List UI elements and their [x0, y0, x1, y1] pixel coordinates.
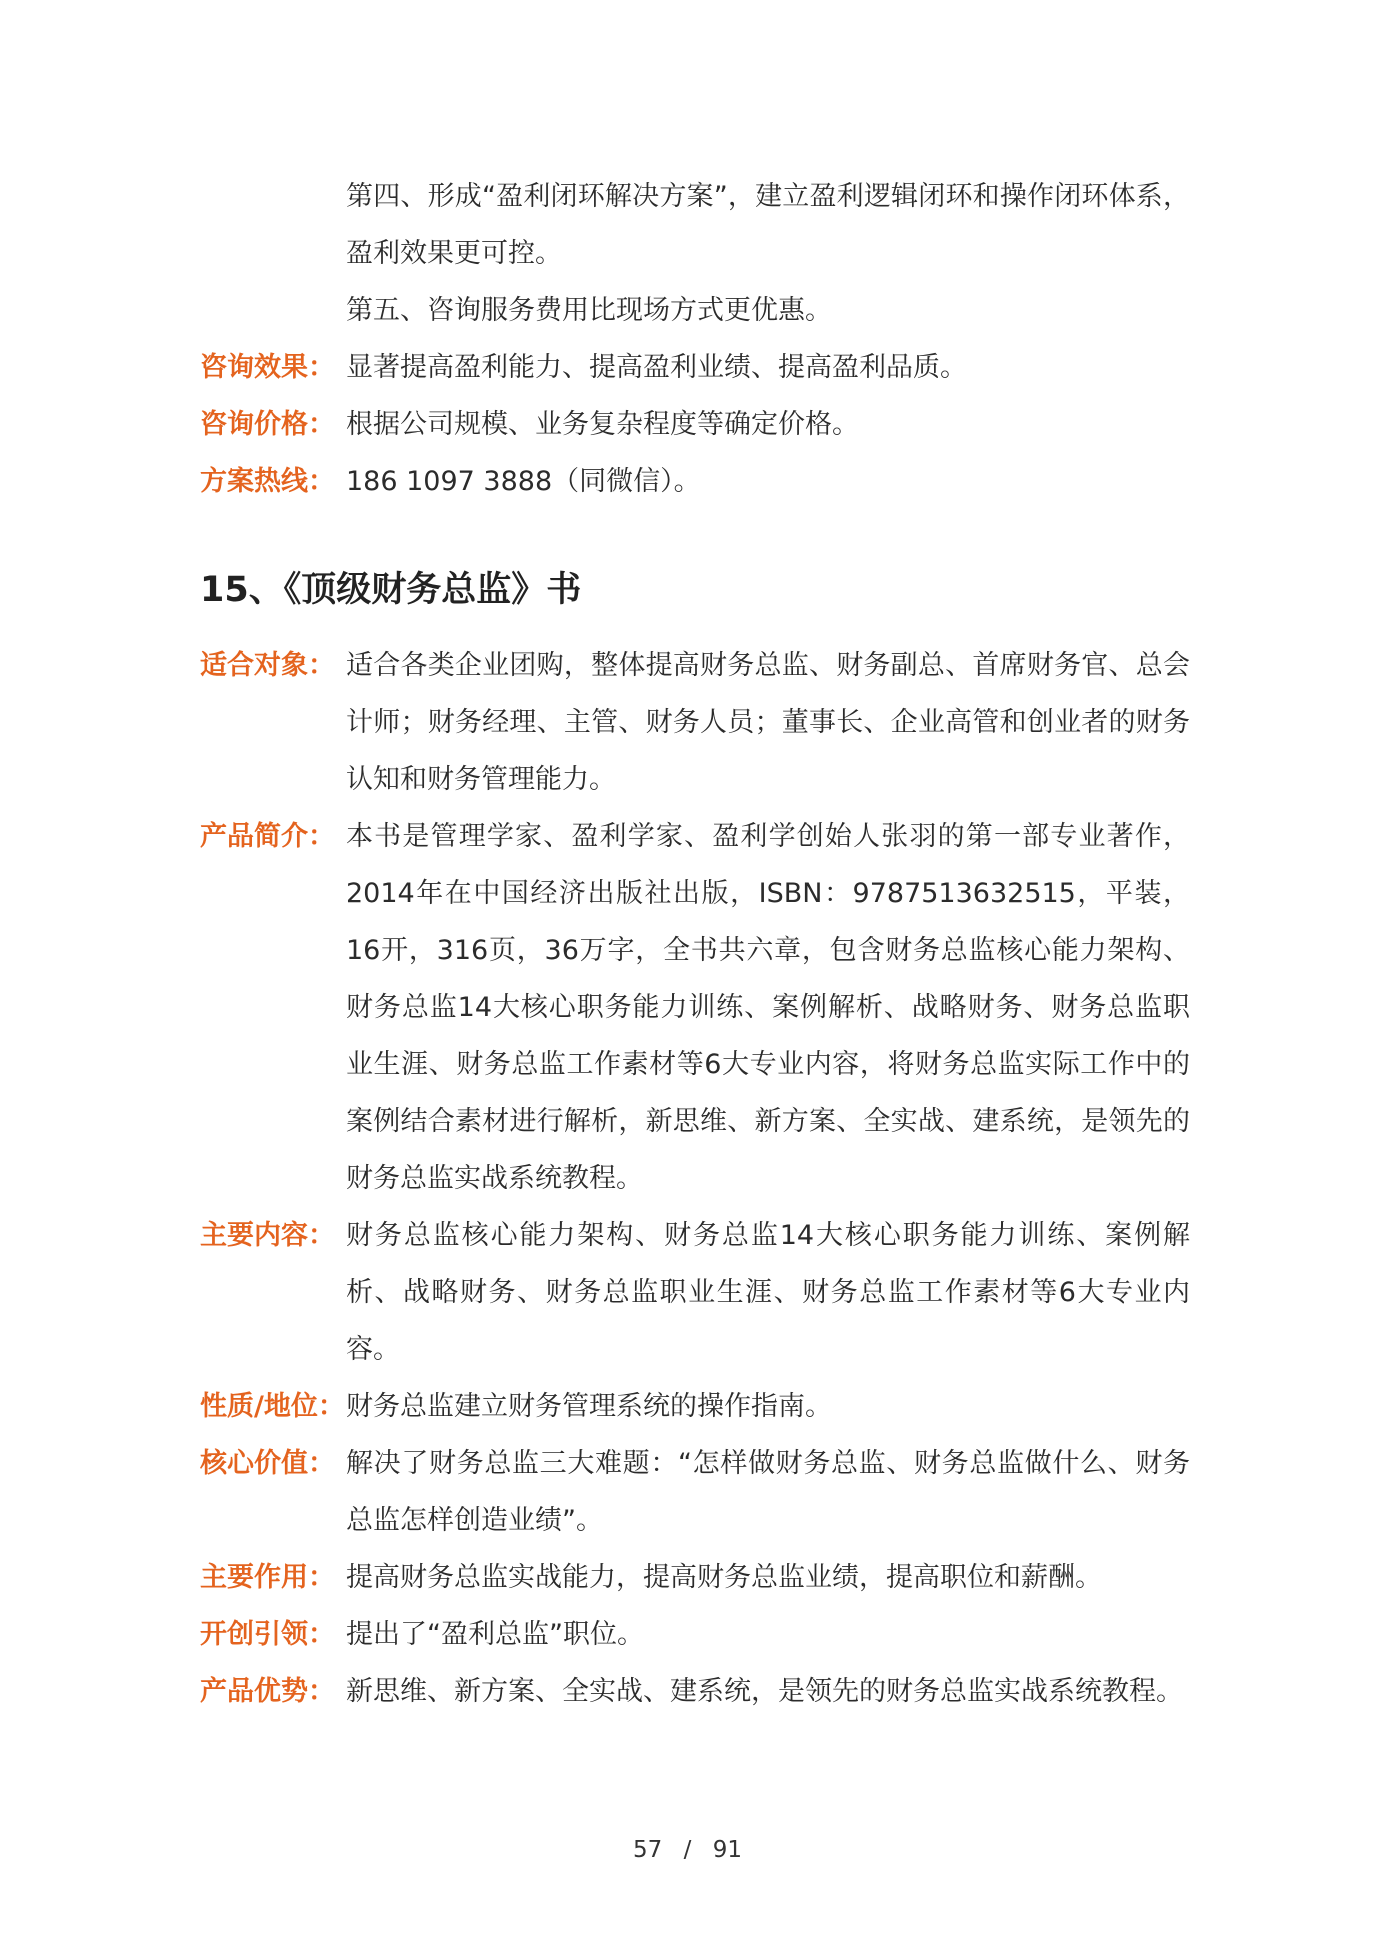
page-total: 91 — [712, 1837, 742, 1863]
page-current: 57 — [633, 1837, 663, 1863]
intro-paragraph-5: 第五、咨询服务费用比现场方式更优惠。 — [346, 295, 832, 326]
main-function-label: 主要作用： — [200, 1562, 335, 1593]
consulting-effect-row — [200, 339, 1190, 396]
hotline-text: 186 1097 3888（同微信）。 — [346, 466, 701, 497]
consulting-effect-text: 显著提高盈利能力、提高盈利业绩、提高盈利品质。 — [346, 352, 967, 383]
pioneering-row — [200, 1606, 1190, 1663]
target-audience-text: 适合各类企业团购，整体提高财务总监、财务副总、首席财务官、总会计师；财务经理、主管、财务人员；董事长、企业高管和创业者的财务认知和财务管理能力。 — [346, 650, 1190, 795]
main-content-label: 主要内容： — [200, 1220, 335, 1251]
product-advantage-text: 新思维、新方案、全实战、建系统，是领先的财务总监实战系统教程。 — [346, 1676, 1183, 1707]
core-value-row — [200, 1435, 1190, 1549]
core-value-label: 核心价值： — [200, 1448, 335, 1479]
pioneering-label: 开创引领： — [200, 1619, 335, 1650]
target-audience-label: 适合对象： — [200, 650, 335, 681]
hotline-row — [200, 453, 1190, 510]
nature-position-label: 性质/地位： — [200, 1391, 345, 1422]
consulting-effect-label: 咨询效果： — [200, 352, 335, 383]
consulting-price-label: 咨询价格： — [200, 409, 335, 440]
product-intro-row — [200, 808, 1190, 1207]
product-intro-label: 产品简介： — [200, 821, 335, 852]
page-number — [0, 1832, 1375, 1868]
core-value-text: 解决了财务总监三大难题：“怎样做财务总监、财务总监做什么、财务总监怎样创造业绩”。 — [346, 1448, 1190, 1536]
product-intro-text: 本书是管理学家、盈利学家、盈利学创始人张羽的第一部专业著作，2014年在中国经济出版社出版，ISBN：9787513632515，平装，16开，316页，36万字，全书共六章，包含财务总监核心能力架构、财务总监14大核心职务能力训练、案例解析、战略财务、财务总监职业生涯、财务总监工作素材等6大专业内容，将财务总监实际工作中的案例结合素材进行解析，新思维、新方案、全实战、建系统，是领先的财务总监实战系统教程。 — [346, 821, 1190, 1194]
nature-position-row — [200, 1378, 1190, 1435]
product-advantage-label: 产品优势： — [200, 1676, 335, 1707]
main-function-text: 提高财务总监实战能力，提高财务总监业绩，提高职位和薪酬。 — [346, 1562, 1102, 1593]
target-audience-row — [200, 637, 1190, 808]
hotline-label: 方案热线： — [200, 466, 335, 497]
main-content-row — [200, 1207, 1190, 1378]
main-function-row — [200, 1549, 1190, 1606]
section-heading: 15、《顶级财务总监》书 — [200, 570, 582, 610]
consulting-price-text: 根据公司规模、业务复杂程度等确定价格。 — [346, 409, 859, 440]
nature-position-text: 财务总监建立财务管理系统的操作指南。 — [346, 1391, 832, 1422]
page-separator: / — [683, 1837, 692, 1863]
section-items-block — [200, 637, 1190, 1720]
consulting-price-row — [200, 396, 1190, 453]
pioneering-text: 提出了“盈利总监”职位。 — [346, 1619, 644, 1650]
intro-block — [200, 168, 1190, 510]
intro-paragraph-4: 第四、形成“盈利闭环解决方案”，建立盈利逻辑闭环和操作闭环体系，盈利效果更可控。 — [346, 181, 1190, 269]
product-advantage-row — [200, 1663, 1190, 1720]
main-content-text: 财务总监核心能力架构、财务总监14大核心职务能力训练、案例解析、战略财务、财务总监职业生涯、财务总监工作素材等6大专业内容。 — [346, 1220, 1190, 1365]
